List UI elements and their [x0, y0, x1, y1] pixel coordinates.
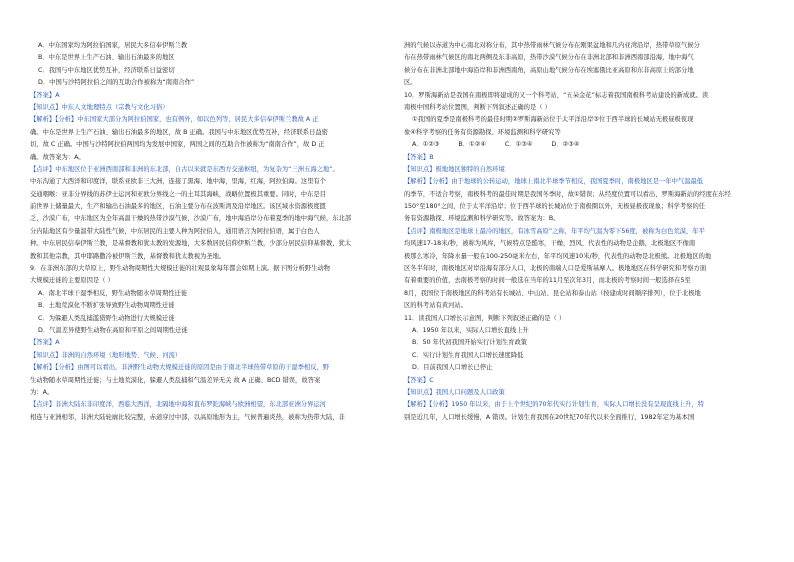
text-line: A．南北半球干湿季相反，野生动物随水草周期性迁徙 [38, 289, 188, 297]
text-line: 【点评】南极地区是地球上最冷的地区，有冰雪高原”之称，年平均气温为零下56度，被称为白色荒漠，年平 [404, 227, 705, 235]
text-line: 均风速17-18米/秒，被称为风库，气候特点是酷寒，干燥，烈风，代表性的动物是企鹅，北极地区不像南 [404, 240, 696, 248]
text-line: 布在热带雨林气候区的南北两侧及东非高原，热带沙漠气候分布在非洲北部和非洲西南部沿海，地中海气 [404, 54, 694, 62]
text-line: 【知识点】我国人口问题及人口政策 [404, 388, 505, 396]
text-line: 大规模迁徙的主要原因是（ ） [30, 277, 114, 285]
text-line: 9．在非洲东部的大草原上，野生动物周期性大规模迁徙的壮观景象每年都会如期上演。据下图分析野生动物 [30, 265, 330, 273]
text-line: C．为躲避人类乱捕滥猎野生动物进行大规模迁徙 [38, 314, 175, 322]
text-line: 【知识点】极地地区独特的自然环境 [404, 165, 505, 173]
text-line: 极那么寒冷，年降水量一般在100-250毫米左右，年平均风速10米/秒，代表性的动物是北极熊。北极地区的地 [404, 252, 712, 260]
text-line: C．实行计划生育我国人口增长速度降低 [412, 351, 524, 359]
text-line: 区。 [404, 79, 417, 87]
text-line: D．目前我国人口增长已停止 [412, 364, 493, 372]
text-line: 中东沟通了大西洋和印度洋，联系亚欧非三大洲，连接了黑海、地中海，里海，红海，阿拉伯海。这里有个 [30, 178, 326, 186]
text-line: 【答案】A [30, 339, 60, 347]
text-line: 种。中东居民信奉伊斯兰教，是基督教和犹太教的发源地，大多数居民信仰伊斯兰教，少部分居民信仰基督教，犹太 [30, 240, 352, 248]
text-line: 【知识点】中东人文地理特点（宗教与文化习俗） [30, 103, 169, 111]
text-line: B．50 年代初我国开始实行计划生育政策 [412, 339, 528, 347]
text-line: 别是近几年，人口增长缓慢，A 错误。计划生育我国在20世纪70年代以来全面推行，1982年定为基本国 [404, 413, 695, 421]
text-line: 【答案】C [404, 376, 434, 384]
text-line: A．1950 年以来，实际人口增长直线上升 [412, 326, 529, 334]
text-line: 区的科考站有黄河站。 [404, 302, 467, 310]
text-line: 务有资源勘探、环境监测和科学研究等。故答案为：B。 [404, 215, 560, 223]
text-line: 为：A。 [30, 388, 54, 396]
text-line: 【解析】【分析】1950 年以来，由于上个世纪的70年代实行计划生育，实际人口增长没有呈现直线上升，特 [404, 401, 704, 409]
text-line: 8月，我国位于南极地区的科考站有长城站、中山站、昆仑站和泰山站（按建成时间顺序排列），位于北极地 [404, 289, 701, 297]
text-line: 确。故答案为：A。 [30, 153, 85, 161]
text-line: 切，故 C 正确。中国与沙特阿拉伯两国均为发展中国家，两国之间的互助合作被称为“南南合作”，故 D 正 [30, 141, 325, 149]
text-line: 【点评】中东地区位于亚洲西南部和非洲的东北部，自古以来就是东西方交通枢纽，为复杂为“三洲五海之地”。 [30, 165, 339, 173]
text-line: 【知识点】非洲的自然环境（地形地势、气候、河流） [30, 351, 182, 359]
text-line: 前世界上储量最大，生产和输出石油最多的地区，石油主要分布在波斯湾及沿岸地区。该区域水资源极度匮 [30, 203, 326, 211]
text-line: 教和其他宗教，其中耶路撒冷被伊斯兰教，基督教和犹太教视为圣地。 [30, 252, 226, 260]
text-line: 交通咽喉：亚非分界线的苏伊士运河和亚欧分界线之一的土耳其海峡，战略位置极其重要。同时，中东是目 [30, 190, 326, 198]
text-line: 南极中国科考站位置图，判断下列叙述正确的是（ ） [404, 103, 551, 111]
text-line: 相连与亚洲相邻，非洲大陆轮廓比较完整，赤道穿过中部，以高原地形为主，气候普遍炎热，被称为热带大陆，非 [30, 413, 345, 421]
text-line: B．土地荒漠化不断扩张导致野生动物周期性迁徙 [38, 302, 175, 310]
text-line: B．中东是世界上生产石油、输出石油最多的地区 [38, 54, 175, 62]
text-line: 的季节，不适合考察，南极科考的最佳时期是我国冬季时，故①错误；从经度位置可以看出，罗斯海新站的经度在东经 [404, 190, 731, 198]
text-line: 区冬半年时，南极地区对岸沿海有部分人口，北极的南端人口是爱斯基摩人。极地地区在科学研究和考察方面 [404, 265, 707, 273]
text-line: 【答案】B [404, 153, 434, 161]
text-line: A．中东国家均为阿拉伯国家，居民大多信奉伊斯兰教 [38, 42, 188, 49]
text-line: 【解析】【分析】中东国家大部分为阿拉伯国家，也有例外，如以色列等，居民大多信奉伊斯兰教故 A 正 [30, 116, 319, 124]
text-line: 确。中东是世界上生产石油、输出石油最多的地区，故 B 正确。我国与中东地区优势互补，经济联系日益密 [30, 128, 328, 136]
text-line: A．①②③ B．①②④ C．①③④ D．②③④ [412, 141, 580, 149]
text-line: 候分布在非洲北部地中海沿岸和非洲西南角，高原山地气候分布在埃塞俄比亚高原和东非高原上的部分地 [404, 66, 694, 74]
text-line: 生动物随水草周期性迁徙；与土地荒漠化，躲避人类乱捕和气温差异无关 故 A 正确、BCD 错误，故答案 [30, 376, 321, 384]
text-line: 【点评】非洲大陆东非印度洋，西临大西洋，北隔地中海和直布罗陀海峡与欧洲相望，东北部亚洲分界运河 [30, 401, 326, 409]
text-line: 10．罗斯海新站是我国在南极即将建成的又一个科考站，“五朵金花”标志着我国南极科考站建设的新成就。读 [404, 91, 709, 99]
text-line: 乏，沙漠广布，中东地区为全年高温干燥的热带沙漠气候，沙漠广布，地中海沿岸分布着夏季的地中海气候，东北部 [30, 215, 352, 223]
text-line: C．我国与中东地区优势互补，经济联系日益密切 [38, 66, 175, 74]
text-line: 11．读我国人口增长示意图，判断下列叙述正确的是（ ） [404, 314, 566, 322]
text-line: 【答案】A [30, 91, 60, 99]
text-line: 【解析】【分析】由于地球的公转运动，地球上南北半球季节相反，我国夏季时，南极地区是一年中气温最低 [404, 178, 704, 186]
text-line: 分内陆地区有少量温带大陆性气候，中东居民的主要人种为阿拉伯人，通用语言为阿拉伯语，属于白色人 [30, 227, 320, 235]
left-column [30, 40, 386, 424]
text-line: 150°至180°之间，位于太平洋沿岸；位于西半球的长城站位于南极圈以外，无极昼极夜现象；科学考察的任 [404, 203, 706, 211]
text-line: 有着重要的价值，去南极考察的时间一般选在当年的11月至次年3月，而北极的考察时间一般选择在5至 [404, 277, 691, 285]
text-line: D．中国与沙特阿拉伯之间的互助合作被称为“南南合作” [38, 79, 195, 87]
text-line: 【解析】【分析】由图可以看出，非洲野生动物大规模迁徙的原因是由于南北半球热带草原的干湿季相反，野 [30, 364, 330, 372]
right-column [404, 40, 760, 424]
text-line: D．气温差异使野生动物在高原和平原之间周期性迁徙 [38, 326, 188, 334]
text-line: ①我国的夏季是南极科考的最佳时期②罗斯海新站位于太平洋沿岸③位于西半球的长城站无极昼极夜现 [412, 116, 694, 124]
text-line: 洲的气候以赤道为中心南北对称分布，其中热带雨林气候分布在刚果盆地和几内亚湾沿岸，热带草原气候分 [404, 42, 700, 49]
text-line: 象④科学考察的任务有资源勘探、环境监测和科学研究等 [404, 128, 561, 136]
